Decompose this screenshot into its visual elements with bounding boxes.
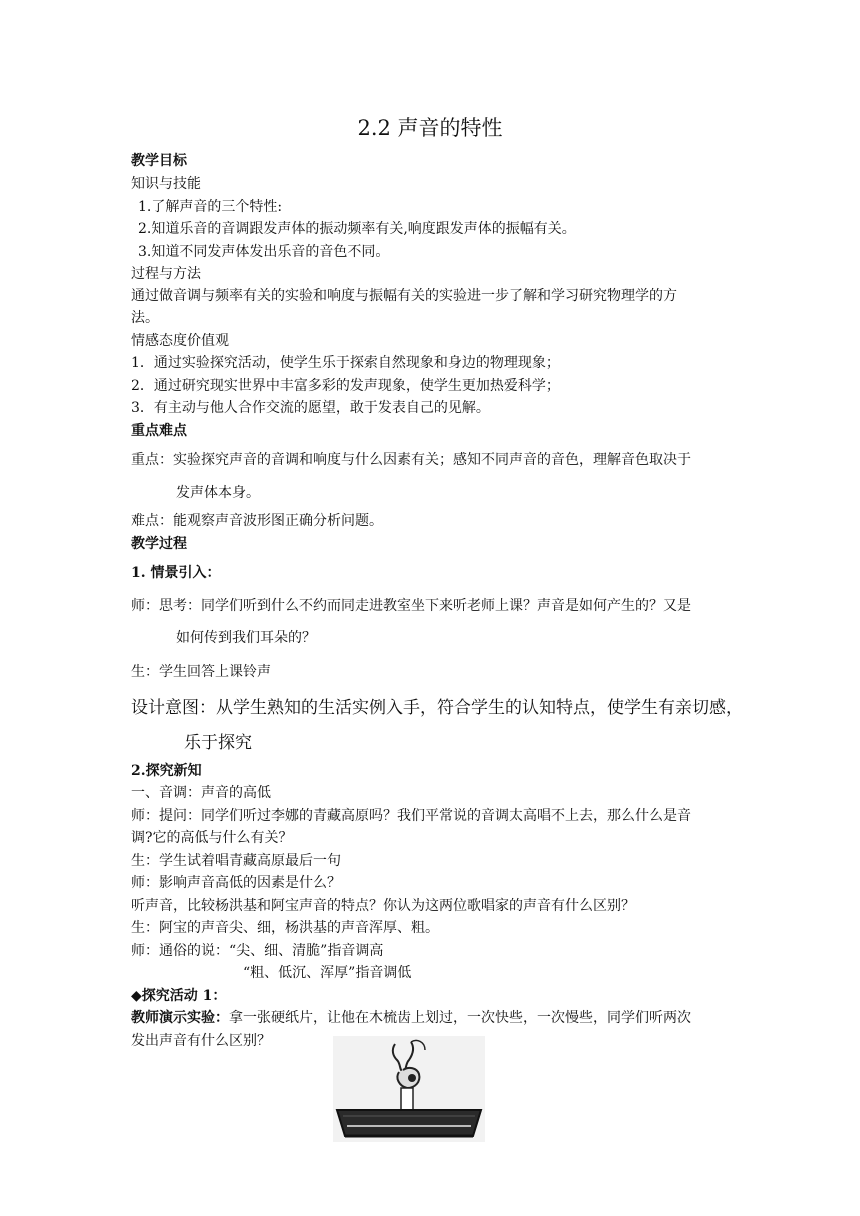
goals-heading: 教学目标 — [131, 153, 187, 169]
lesson-line: 调?它的高低与什么有关？ — [131, 830, 293, 846]
design-intent: 设计意图：从学生熟知的生活实例入手，符合学生的认知特点，使学生有亲切感， — [131, 698, 743, 718]
step-2-heading: 2.探究新知 — [131, 763, 202, 779]
key-points-heading: 重点难点 — [131, 423, 187, 439]
lesson-line: 生：阿宝的声音尖、细，杨洪基的声音浑厚、粗。 — [131, 920, 439, 936]
lesson-line: 生：学生试着唱青藏高原最后一句 — [131, 853, 341, 869]
demo-text: 拿一张硬纸片，让他在木梳齿上划过，一次快些，一次慢些，同学们听两次 — [229, 1010, 691, 1026]
lesson-line: 师：通俗的说：“尖、细、清脆”指音调高 — [131, 943, 384, 959]
key-point-text: 重点：实验探究声音的音调和响度与什么因素有关；感知不同声音的音色，理解音色取决于 — [131, 452, 691, 468]
low-pitch-line: “粗、低沉、浑厚”指音调低 — [243, 965, 412, 981]
page-title: 2.2 声音的特性 — [357, 116, 503, 140]
demo-label: 教师演示实验： — [131, 1010, 229, 1026]
activity-heading: ◆探究活动 1： — [131, 988, 227, 1004]
key-point-text-cont: 发声体本身。 — [176, 485, 260, 501]
attitude-item: 1．通过实验探究活动，使学生乐于探索自然现象和身边的物理现象； — [131, 355, 560, 371]
knowledge-item: 2.知道乐音的音调跟发声体的振动频率有关,响度跟发声体的振幅有关。 — [138, 221, 576, 237]
demo-line — [131, 1008, 691, 1028]
design-intent-cont: 乐于探究 — [184, 733, 252, 753]
process-method-text-cont: 法。 — [131, 310, 159, 326]
process-method-heading: 过程与方法 — [131, 266, 201, 282]
teaching-process-heading: 教学过程 — [131, 536, 187, 552]
difficulty-text: 难点：能观察声音波形图正确分析问题。 — [131, 513, 383, 529]
process-method-text: 通过做音调与频率有关的实验和响度与振幅有关的实验进一步了解和学习研究物理学的方 — [131, 288, 677, 304]
demo-line-cont: 发出声音有什么区别？ — [131, 1033, 271, 1049]
pitch-heading: 一、音调：声音的高低 — [131, 785, 271, 801]
attitude-item: 2．通过研究现实世界中丰富多彩的发声现象，使学生更加热爱科学； — [131, 378, 560, 394]
knowledge-heading: 知识与技能 — [131, 176, 201, 192]
knowledge-item: 1.了解声音的三个特性: — [138, 199, 283, 215]
teacher-question-cont: 如何传到我们耳朵的？ — [176, 630, 316, 646]
lesson-line: 师：影响声音高低的因素是什么？ — [131, 875, 341, 891]
attitude-heading: 情感态度价值观 — [131, 333, 229, 349]
attitude-item: 3．有主动与他人合作交流的愿望，敢于发表自己的见解。 — [131, 400, 490, 416]
student-answer: 生：学生回答上课铃声 — [131, 664, 271, 680]
lesson-line: 听声音，比较杨洪基和阿宝声音的特点？你认为这两位歌唱家的声音有什么区别？ — [131, 898, 635, 914]
lesson-line: 师：提问：同学们听过李娜的青藏高原吗？我们平常说的音调太高唱不上去，那么什么是音 — [131, 808, 691, 824]
comb-experiment-illustration — [333, 1036, 485, 1142]
teacher-question: 师：思考：同学们听到什么不约而同走进教室坐下来听老师上课？声音是如何产生的？又是 — [131, 598, 691, 614]
knowledge-item: 3.知道不同发声体发出乐音的音色不同。 — [138, 244, 390, 260]
step-1-heading: 1. 情景引入： — [131, 565, 221, 581]
